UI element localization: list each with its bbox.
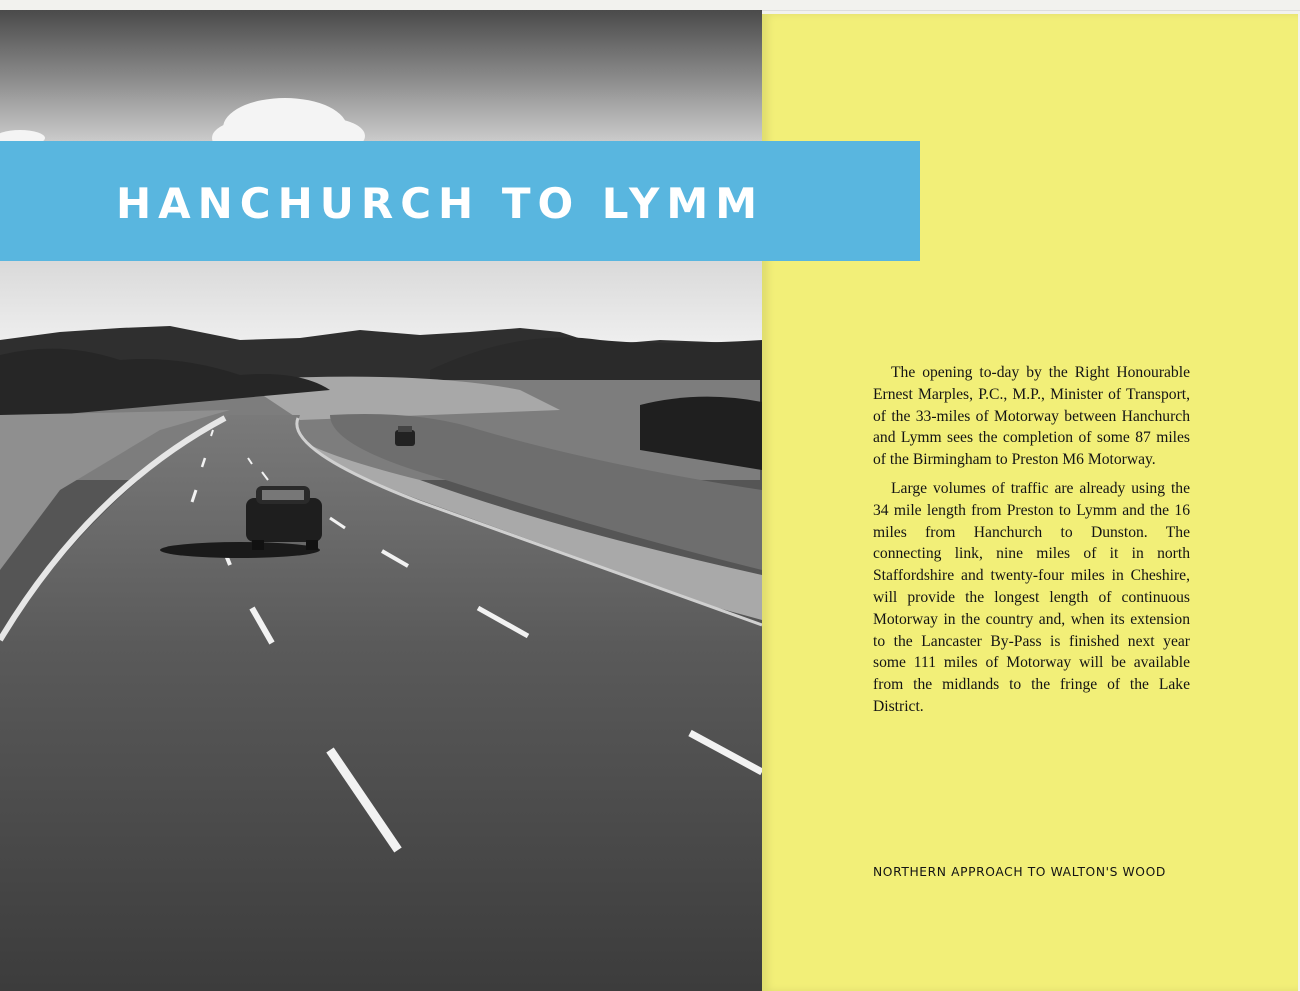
paragraph-1: The opening to-day by the Right Honourable Ernest Marples, P.C., M.P., Minister of Transport, of the 33-miles of Motorway between Hanchurch and Lymm sees the completion of some 87 miles of the Birmingham to Preston M6 Motorway. <box>873 364 1190 469</box>
car-far <box>395 426 415 446</box>
page-title: HANCHURCH TO LYMM <box>116 178 765 228</box>
photo-caption: NORTHERN APPROACH TO WALTON'S WOOD <box>873 865 1166 879</box>
sky-upper <box>0 10 762 145</box>
title-band <box>0 141 920 261</box>
article-body <box>873 362 1190 725</box>
paragraph-2: Large volumes of traffic are already using the 34 mile length from Preston to Lymm and the 16 miles from Hanchurch to Dunston. The connecting link, nine miles of it in north Staffordshire and twenty-four miles in Cheshire, will provide the longest length of continuous Motorway in the country and, when its extension to the Lancaster By-Pass is finished next year some 111 miles of Motorway will be available from the midlands to the fringe of the Lake District. <box>873 479 1190 715</box>
